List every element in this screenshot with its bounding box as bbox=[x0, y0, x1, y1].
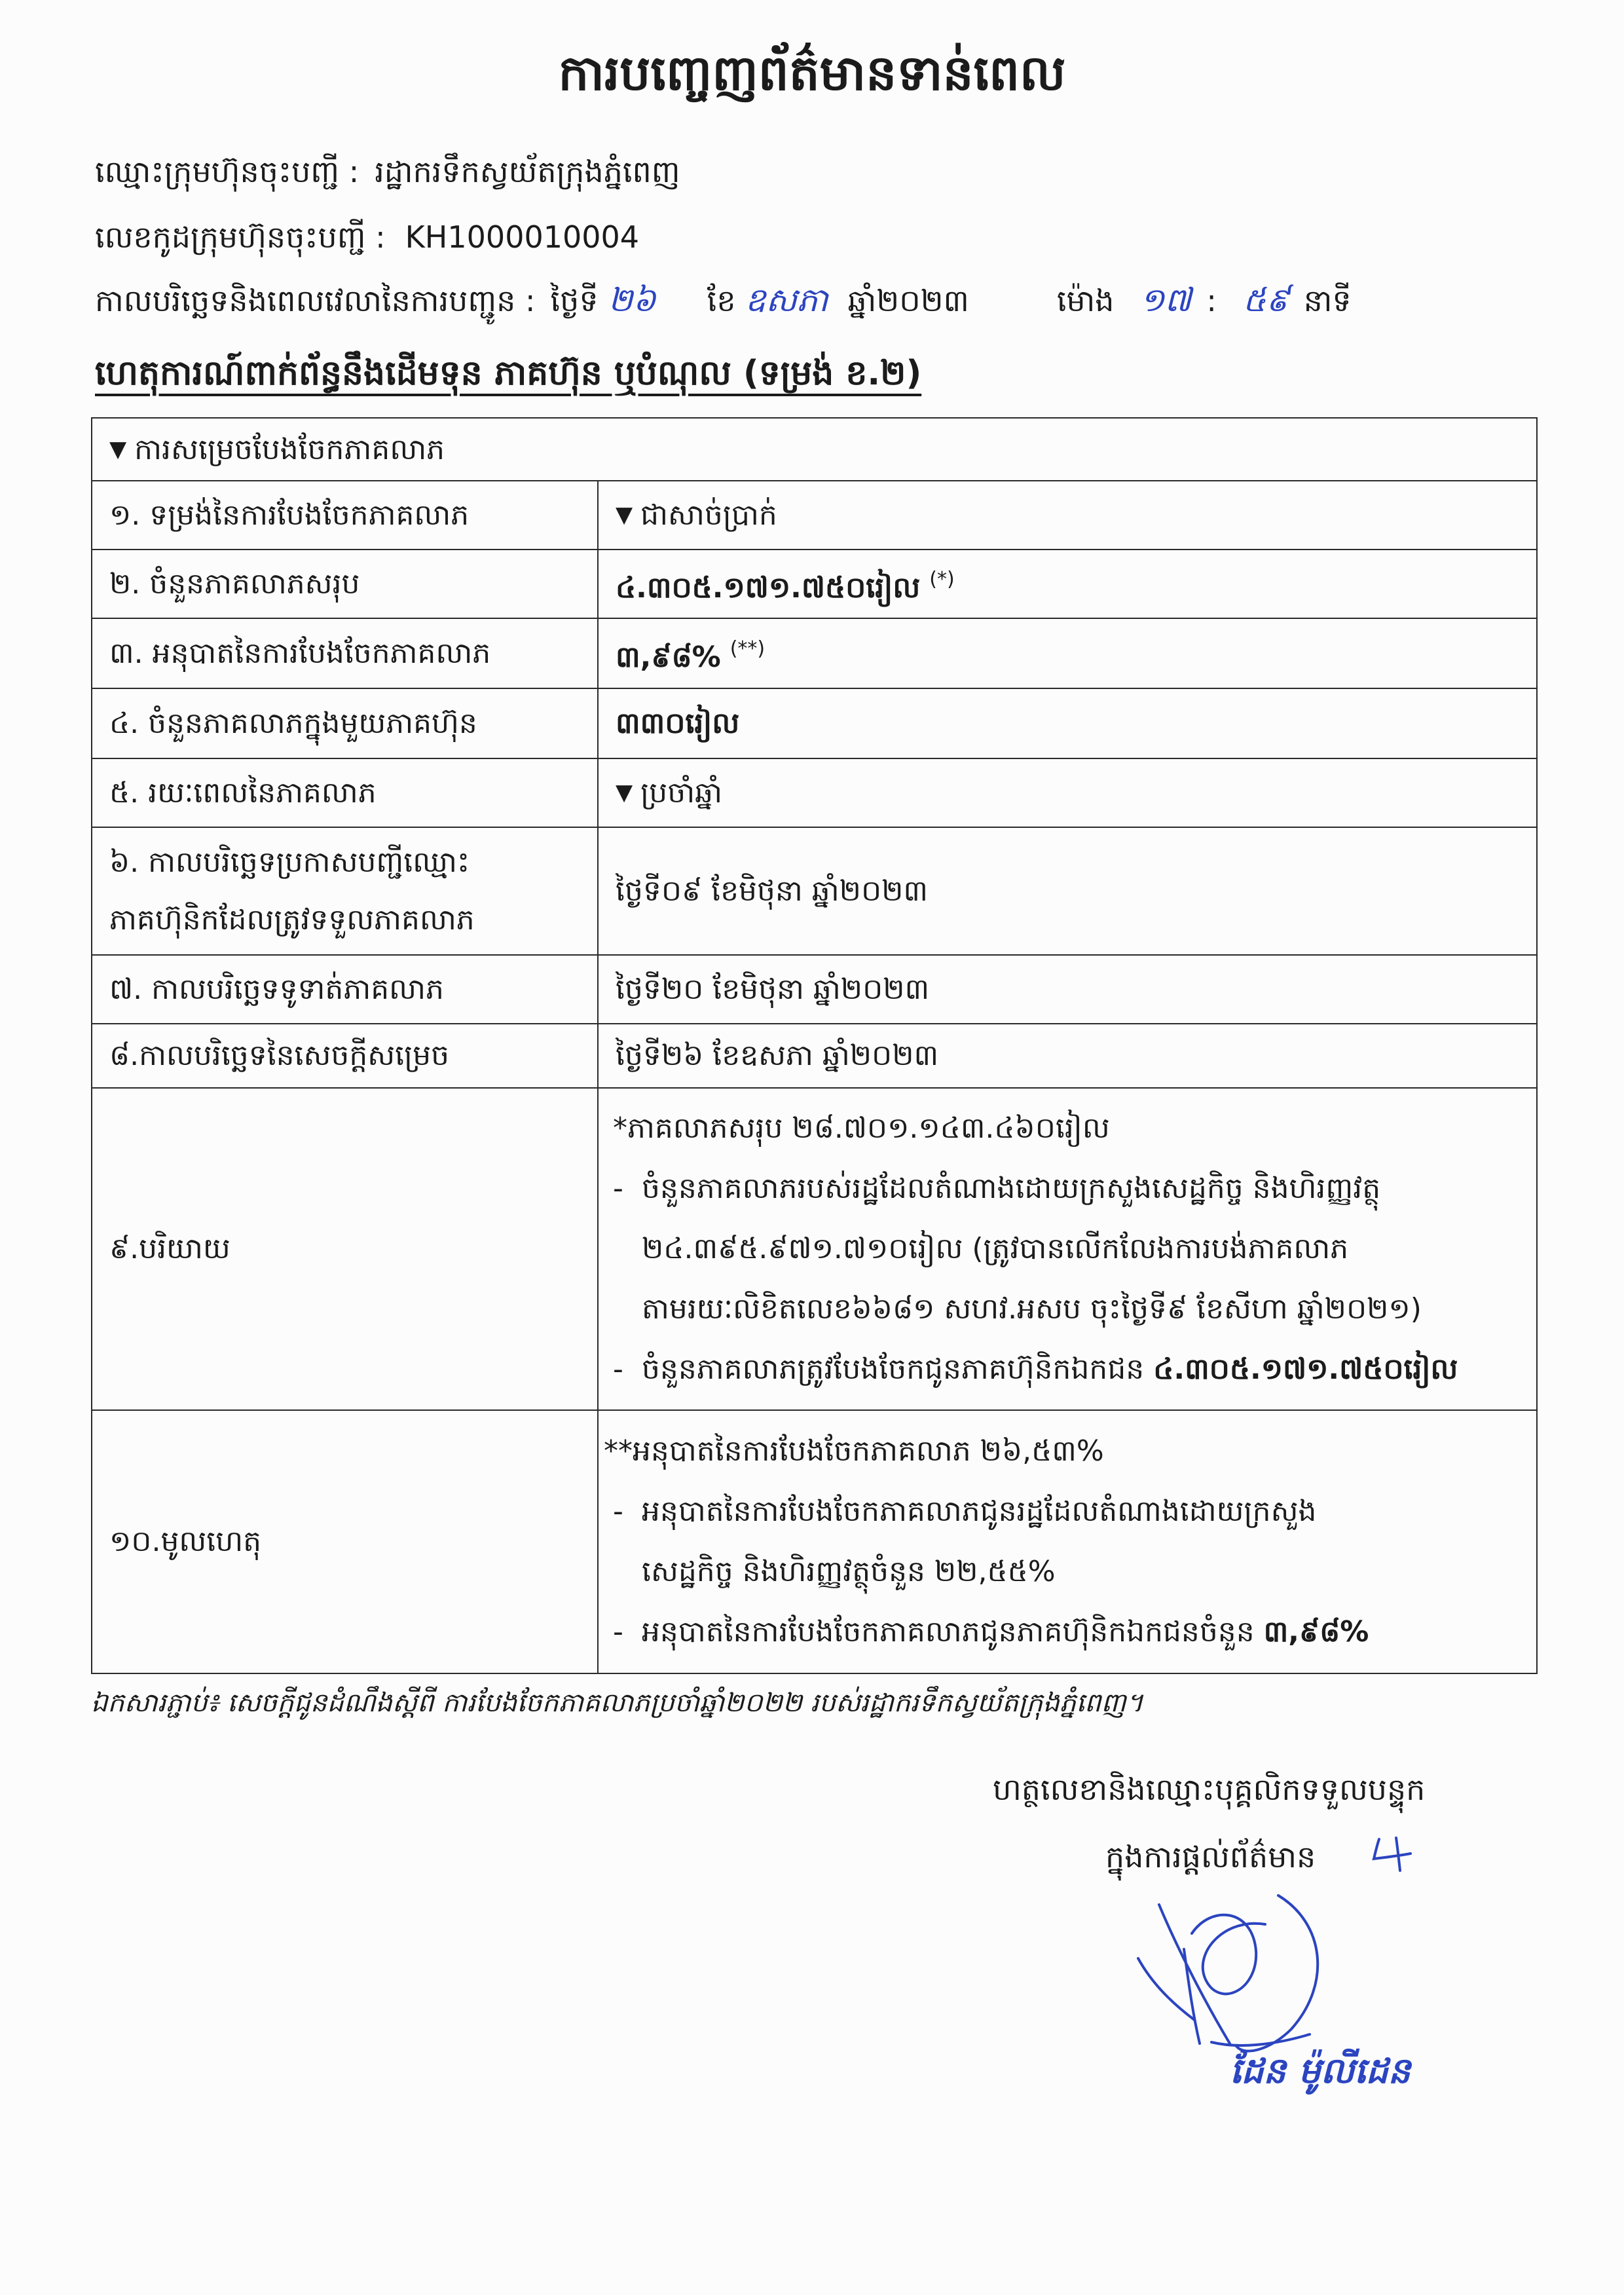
list-item-amount: ៤.៣០៥.១៧១.៧៥០រៀល bbox=[1153, 1353, 1458, 1386]
bullet: - bbox=[613, 1615, 623, 1649]
company-name-label: ឈ្មោះក្រុមហ៊ុនចុះបញ្ជី : bbox=[95, 154, 360, 189]
table-row bbox=[92, 1088, 1537, 1410]
month-value: ឧសភា bbox=[745, 281, 828, 319]
bullet: - bbox=[613, 1172, 623, 1205]
row-value: ថ្ងៃទី០៩ ខែមិថុនា ឆ្នាំ២០២៣ bbox=[598, 827, 1537, 955]
time-separator: : bbox=[1206, 283, 1217, 318]
hour-value: ១៧ bbox=[1139, 281, 1192, 319]
signatory-name: ដែន ម៉ូលីដេន bbox=[1230, 2050, 1411, 2091]
list-item bbox=[604, 1482, 1530, 1602]
row-label: ១០.មូលហេតុ bbox=[92, 1410, 598, 1673]
section-title-cell bbox=[92, 418, 1537, 481]
list-item-text: អនុបាតនៃការបែងចែកភាគលាភជូនភាគហ៊ុនិកឯកជនចំនួន bbox=[642, 1615, 1255, 1649]
list-item bbox=[613, 1339, 1530, 1400]
reason-cell bbox=[598, 1410, 1537, 1673]
row-value: ៤.៣០៥.១៧១.៧៥០រៀល bbox=[616, 571, 921, 605]
row-value: ថ្ងៃទី២០ ខែមិថុនា ឆ្នាំ២០២៣ bbox=[598, 955, 1537, 1024]
dropdown-arrow-icon bbox=[616, 490, 633, 540]
row-value: ថ្ងៃទី២៦ ខែឧសភា ឆ្នាំ២០២៣ bbox=[598, 1024, 1537, 1088]
row-value: ៣,៩៨% bbox=[616, 641, 721, 674]
total-dividend-note: *ភាគលាភសរុប ២៨.៧០១.១៤៣.៤៦០រៀល bbox=[613, 1111, 1110, 1145]
row-label: ៤. ចំនួនភាគលាភក្នុងមួយភាគហ៊ុន bbox=[92, 688, 598, 758]
section-heading: ហេតុការណ៍ពាក់ព័ន្ធនឹងដើមទុន ភាគហ៊ុន ឬបំណុល (ទម្រង់ ខ.២) bbox=[95, 354, 922, 393]
year-value: ឆ្នាំ២០២៣ bbox=[847, 283, 969, 318]
list-item-body bbox=[642, 1602, 1530, 1662]
row-value-cell bbox=[598, 758, 1537, 827]
company-name-value: រដ្ឋាករទឹកស្វយ័តក្រុងភ្នំពេញ bbox=[375, 154, 680, 189]
row-label: ៥. រយៈពេលនៃភាគលាភ bbox=[92, 758, 598, 827]
table-row bbox=[92, 418, 1537, 481]
submission-datetime-label: កាលបរិច្ឆេទនិងពេលវេលានៃការបញ្ជូន : bbox=[95, 283, 536, 318]
section-title: ការសម្រេចបែងចែកភាគលាភ bbox=[134, 432, 445, 466]
list-item bbox=[604, 1602, 1530, 1662]
row-value-cell bbox=[598, 550, 1537, 618]
document-title: ការបញ្ចេញព័ត៌មានទាន់ពេល bbox=[558, 45, 1066, 102]
table-row bbox=[92, 618, 1537, 688]
dropdown-arrow-icon bbox=[109, 424, 126, 474]
company-name-line bbox=[95, 145, 680, 198]
day-value: ២៦ bbox=[608, 281, 656, 319]
list-item-line: សេដ្ឋកិច្ច និងហិរញ្ញវត្ថុចំនួន ២២,៥៥% bbox=[642, 1555, 1056, 1588]
company-code-value: KH1000010004 bbox=[405, 219, 640, 255]
table-row bbox=[92, 481, 1537, 550]
row-label-line: ៦. កាលបរិច្ឆេទប្រកាសបញ្ជីឈ្មោះ bbox=[109, 845, 470, 879]
list-item-text: ចំនួនភាគលាភត្រូវបែងចែកជូនភាគហ៊ុនិកឯកជន bbox=[642, 1353, 1145, 1386]
table-row bbox=[92, 1410, 1537, 1673]
month-label: ខែ bbox=[707, 283, 736, 318]
initial-mark bbox=[1370, 1834, 1416, 1873]
list-item-line: ២៤.៣៩៥.៩៧១.៧១០រៀល (ត្រូវបានលើកលែងការបង់ភាគលាភ bbox=[642, 1232, 1349, 1265]
company-code-line bbox=[95, 211, 639, 263]
footnote-marker: (**) bbox=[729, 637, 766, 660]
total-ratio-note: **អនុបាតនៃការបែងចែកភាគលាភ ២៦,៥៣% bbox=[604, 1434, 1104, 1468]
row-label: ១. ទម្រង់នៃការបែងចែកភាគលាភ bbox=[92, 481, 598, 550]
bullet: - bbox=[613, 1353, 623, 1386]
row-label: ២. ចំនួនភាគលាភសរុប bbox=[92, 550, 598, 618]
table-row bbox=[92, 758, 1537, 827]
row-label: ៨.កាលបរិច្ឆេទនៃសេចក្តីសម្រេច bbox=[92, 1024, 598, 1088]
list-item-line: អនុបាតនៃការបែងចែកភាគលាភជូនរដ្ឋដែលតំណាងដោយក្រសួង bbox=[642, 1495, 1317, 1528]
list-item bbox=[613, 1159, 1530, 1339]
row-label-cell bbox=[92, 827, 598, 955]
dropdown-arrow-icon bbox=[616, 768, 633, 817]
table-row bbox=[92, 955, 1537, 1024]
list-item-body bbox=[642, 1482, 1530, 1602]
minute-value: ៥៩ bbox=[1242, 281, 1289, 319]
bullet: - bbox=[613, 1495, 623, 1528]
hour-label: ម៉ោង bbox=[1056, 283, 1115, 318]
row-label: ៣. អនុបាតនៃការបែងចែកភាគលាភ bbox=[92, 618, 598, 688]
row-value-cell bbox=[598, 481, 1537, 550]
row-value: ជាសាច់ប្រាក់ bbox=[640, 498, 777, 532]
list-item-body bbox=[642, 1339, 1530, 1400]
list-item-line: ចំនួនភាគលាភរបស់រដ្ឋដែលតំណាងដោយក្រសួងសេដ្ឋកិច្ច និងហិរញ្ញវត្ថុ bbox=[642, 1172, 1381, 1205]
row-label: ៧. កាលបរិច្ឆេទទូទាត់ភាគលាភ bbox=[92, 955, 598, 1024]
list-item-line: តាមរយៈលិខិតលេខ៦៦៨១ សហវ.អសប ចុះថ្ងៃទី៩ ខែសីហា ឆ្នាំ២០២១) bbox=[642, 1292, 1422, 1326]
company-code-label: លេខកូដក្រុមហ៊ុនចុះបញ្ជី : bbox=[95, 219, 386, 255]
signature-caption-line1: ហត្ថលេខានិងឈ្មោះបុគ្គលិកទទួលបន្ទុក bbox=[993, 1772, 1426, 1807]
row-value-cell bbox=[598, 618, 1537, 688]
day-label: ថ្ងៃទី bbox=[550, 283, 599, 318]
list-item-body bbox=[642, 1159, 1530, 1339]
footnote-marker: (*) bbox=[929, 568, 955, 591]
table-row bbox=[92, 550, 1537, 618]
row-label-line: ភាគហ៊ុនិកដែលត្រូវទទួលភាគលាភ bbox=[109, 903, 475, 937]
minute-label: នាទី bbox=[1303, 283, 1352, 318]
row-value: ប្រចាំឆ្នាំ bbox=[640, 776, 722, 810]
row-label: ៩.បរិយាយ bbox=[92, 1088, 598, 1410]
table-row bbox=[92, 1024, 1537, 1088]
row-value: ៣៣០រៀល bbox=[616, 706, 740, 740]
row-value-cell bbox=[598, 688, 1537, 758]
attachment-note: ឯកសារភ្ជាប់៖ សេចក្តីជូនដំណឹងស្តីពី ការបែងចែកភាគលាភប្រចាំឆ្នាំ២០២២ របស់រដ្ឋាករទឹកស្វយ័តក្រុងភ្នំពេញ។ bbox=[91, 1688, 1143, 1718]
disclosure-table bbox=[91, 417, 1538, 1674]
submission-datetime-line bbox=[95, 274, 1352, 327]
table-row bbox=[92, 827, 1537, 955]
signature-caption-line2: ក្នុងការផ្តល់ព័ត៌មាន bbox=[1105, 1839, 1316, 1875]
description-cell bbox=[598, 1088, 1537, 1410]
list-item-amount: ៣,៩៨% bbox=[1263, 1615, 1369, 1649]
table-row bbox=[92, 688, 1537, 758]
